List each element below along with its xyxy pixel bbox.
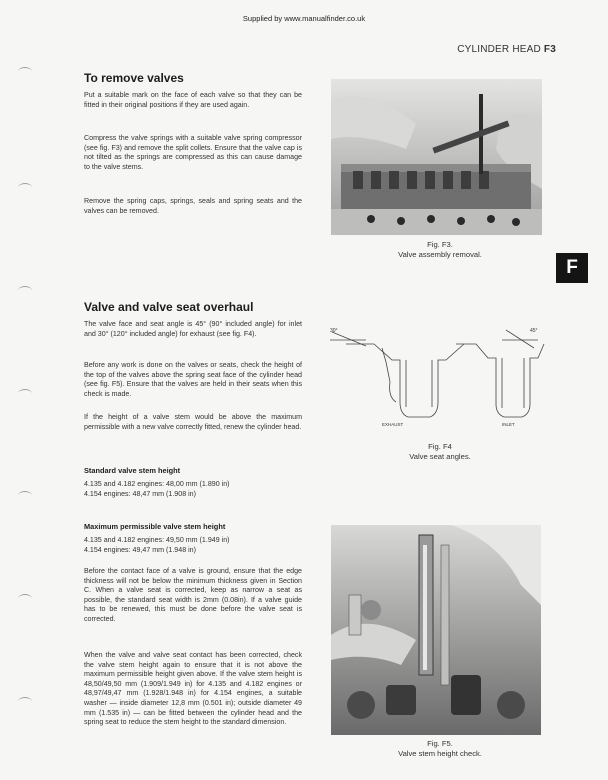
figure-f3-caption xyxy=(360,240,520,260)
section-tab: F xyxy=(556,253,588,283)
figure-f4-caption xyxy=(360,442,520,462)
figure-label: Fig. F5. xyxy=(427,739,453,748)
paragraph: Compress the valve springs with a suitable valve spring compressor (see fig. F3) and remove the split collets. Ensure that the valve cap is not tilted as the springs are compressed as this can cause damage to the valve stems. xyxy=(84,134,302,171)
angle-label-left: 30° xyxy=(330,328,338,334)
paragraph: The valve face and seat angle is 45° (90° included angle) for inlet and 30° (120° included angle) for exhaust (see fig. F4). xyxy=(84,320,302,338)
section-code: F3 xyxy=(543,44,556,55)
binder-mark xyxy=(18,389,32,398)
spec-line: 4.135 and 4.182 engines: 48,00 mm (1.890 in) xyxy=(84,480,230,488)
binder-mark xyxy=(18,183,32,192)
paragraph: Before any work is done on the valves or seats, check the height of the top of the valves above the spring seat face of the cylinder head (see fig. F5). Ensure that the valves are held in their seats when this check is made. xyxy=(84,361,302,398)
section-heading-overhaul: Valve and valve seat overhaul xyxy=(84,300,254,314)
paragraph: Put a suitable mark on the face of each valve so that they can be fitted in their original positions if they are used again. xyxy=(84,91,302,109)
spec-heading-standard: Standard valve stem height xyxy=(84,466,181,475)
figure-f5-photo xyxy=(331,525,541,735)
figure-caption-text: Valve assembly removal. xyxy=(398,250,482,259)
section-title: CYLINDER HEAD xyxy=(457,44,541,55)
supplied-by-line: Supplied by www.manualfinder.co.uk xyxy=(242,14,366,23)
binder-mark xyxy=(18,286,32,295)
binder-mark xyxy=(18,67,32,76)
figure-caption-text: Valve stem height check. xyxy=(398,749,482,758)
angle-label-right: 45° xyxy=(530,328,538,334)
running-header xyxy=(457,44,556,55)
figure-f3-photo xyxy=(331,79,542,235)
paragraph: Remove the spring caps, springs, seals and spring seats and the valves can be removed. xyxy=(84,197,302,215)
paragraph: When the valve and valve seat contact has been corrected, check the valve stem height again to ensure that it is not above the maximum permissible height given above. If the valve stem height is 48,50/49,50 mm (1.909/1.949 in) for 4.135 and 4.182 engines or 48,97/49,47 mm (1.928/1.948 in) for 4.154 engines, a suitable washer — inside diameter 12,8 mm (0.501 in); outside diameter 49 mm (1.535 in) — can be fitted between the cylinder head and the spring seat to reduce the stem height to the standard dimension. xyxy=(84,651,302,727)
label-inlet: INLET xyxy=(502,422,515,427)
binder-mark xyxy=(18,697,32,706)
binder-mark xyxy=(18,491,32,500)
section-heading-remove: To remove valves xyxy=(84,71,184,85)
spec-line: 4.154 engines: 49,47 mm (1.948 in) xyxy=(84,546,196,554)
figure-f5-caption xyxy=(360,739,520,759)
paragraph: Before the contact face of a valve is ground, ensure that the edge thickness will not be below the minimum thickness given in Section C. When a valve seat is corrected, keep as narrow a seat as possible, the standard seat width is 2mm (0.08in). If a valve guide has to be renewed, this must be done before the valve seat is corrected. xyxy=(84,567,302,623)
figure-label: Fig. F4 xyxy=(428,442,452,451)
figure-label: Fig. F3. xyxy=(427,240,453,249)
spec-line: 4.154 engines: 48,47 mm (1.908 in) xyxy=(84,490,196,498)
paragraph: If the height of a valve stem would be above the maximum permissible with a new valve correctly fitted, renew the cylinder head. xyxy=(84,413,302,431)
spec-heading-max: Maximum permissible valve stem height xyxy=(84,522,226,531)
spec-line: 4.135 and 4.182 engines: 49,50 mm (1.949 in) xyxy=(84,536,230,544)
figure-f4-diagram xyxy=(326,322,546,432)
binder-mark xyxy=(18,594,32,603)
label-exhaust: EXHAUST xyxy=(382,422,404,427)
figure-caption-text: Valve seat angles. xyxy=(409,452,471,461)
